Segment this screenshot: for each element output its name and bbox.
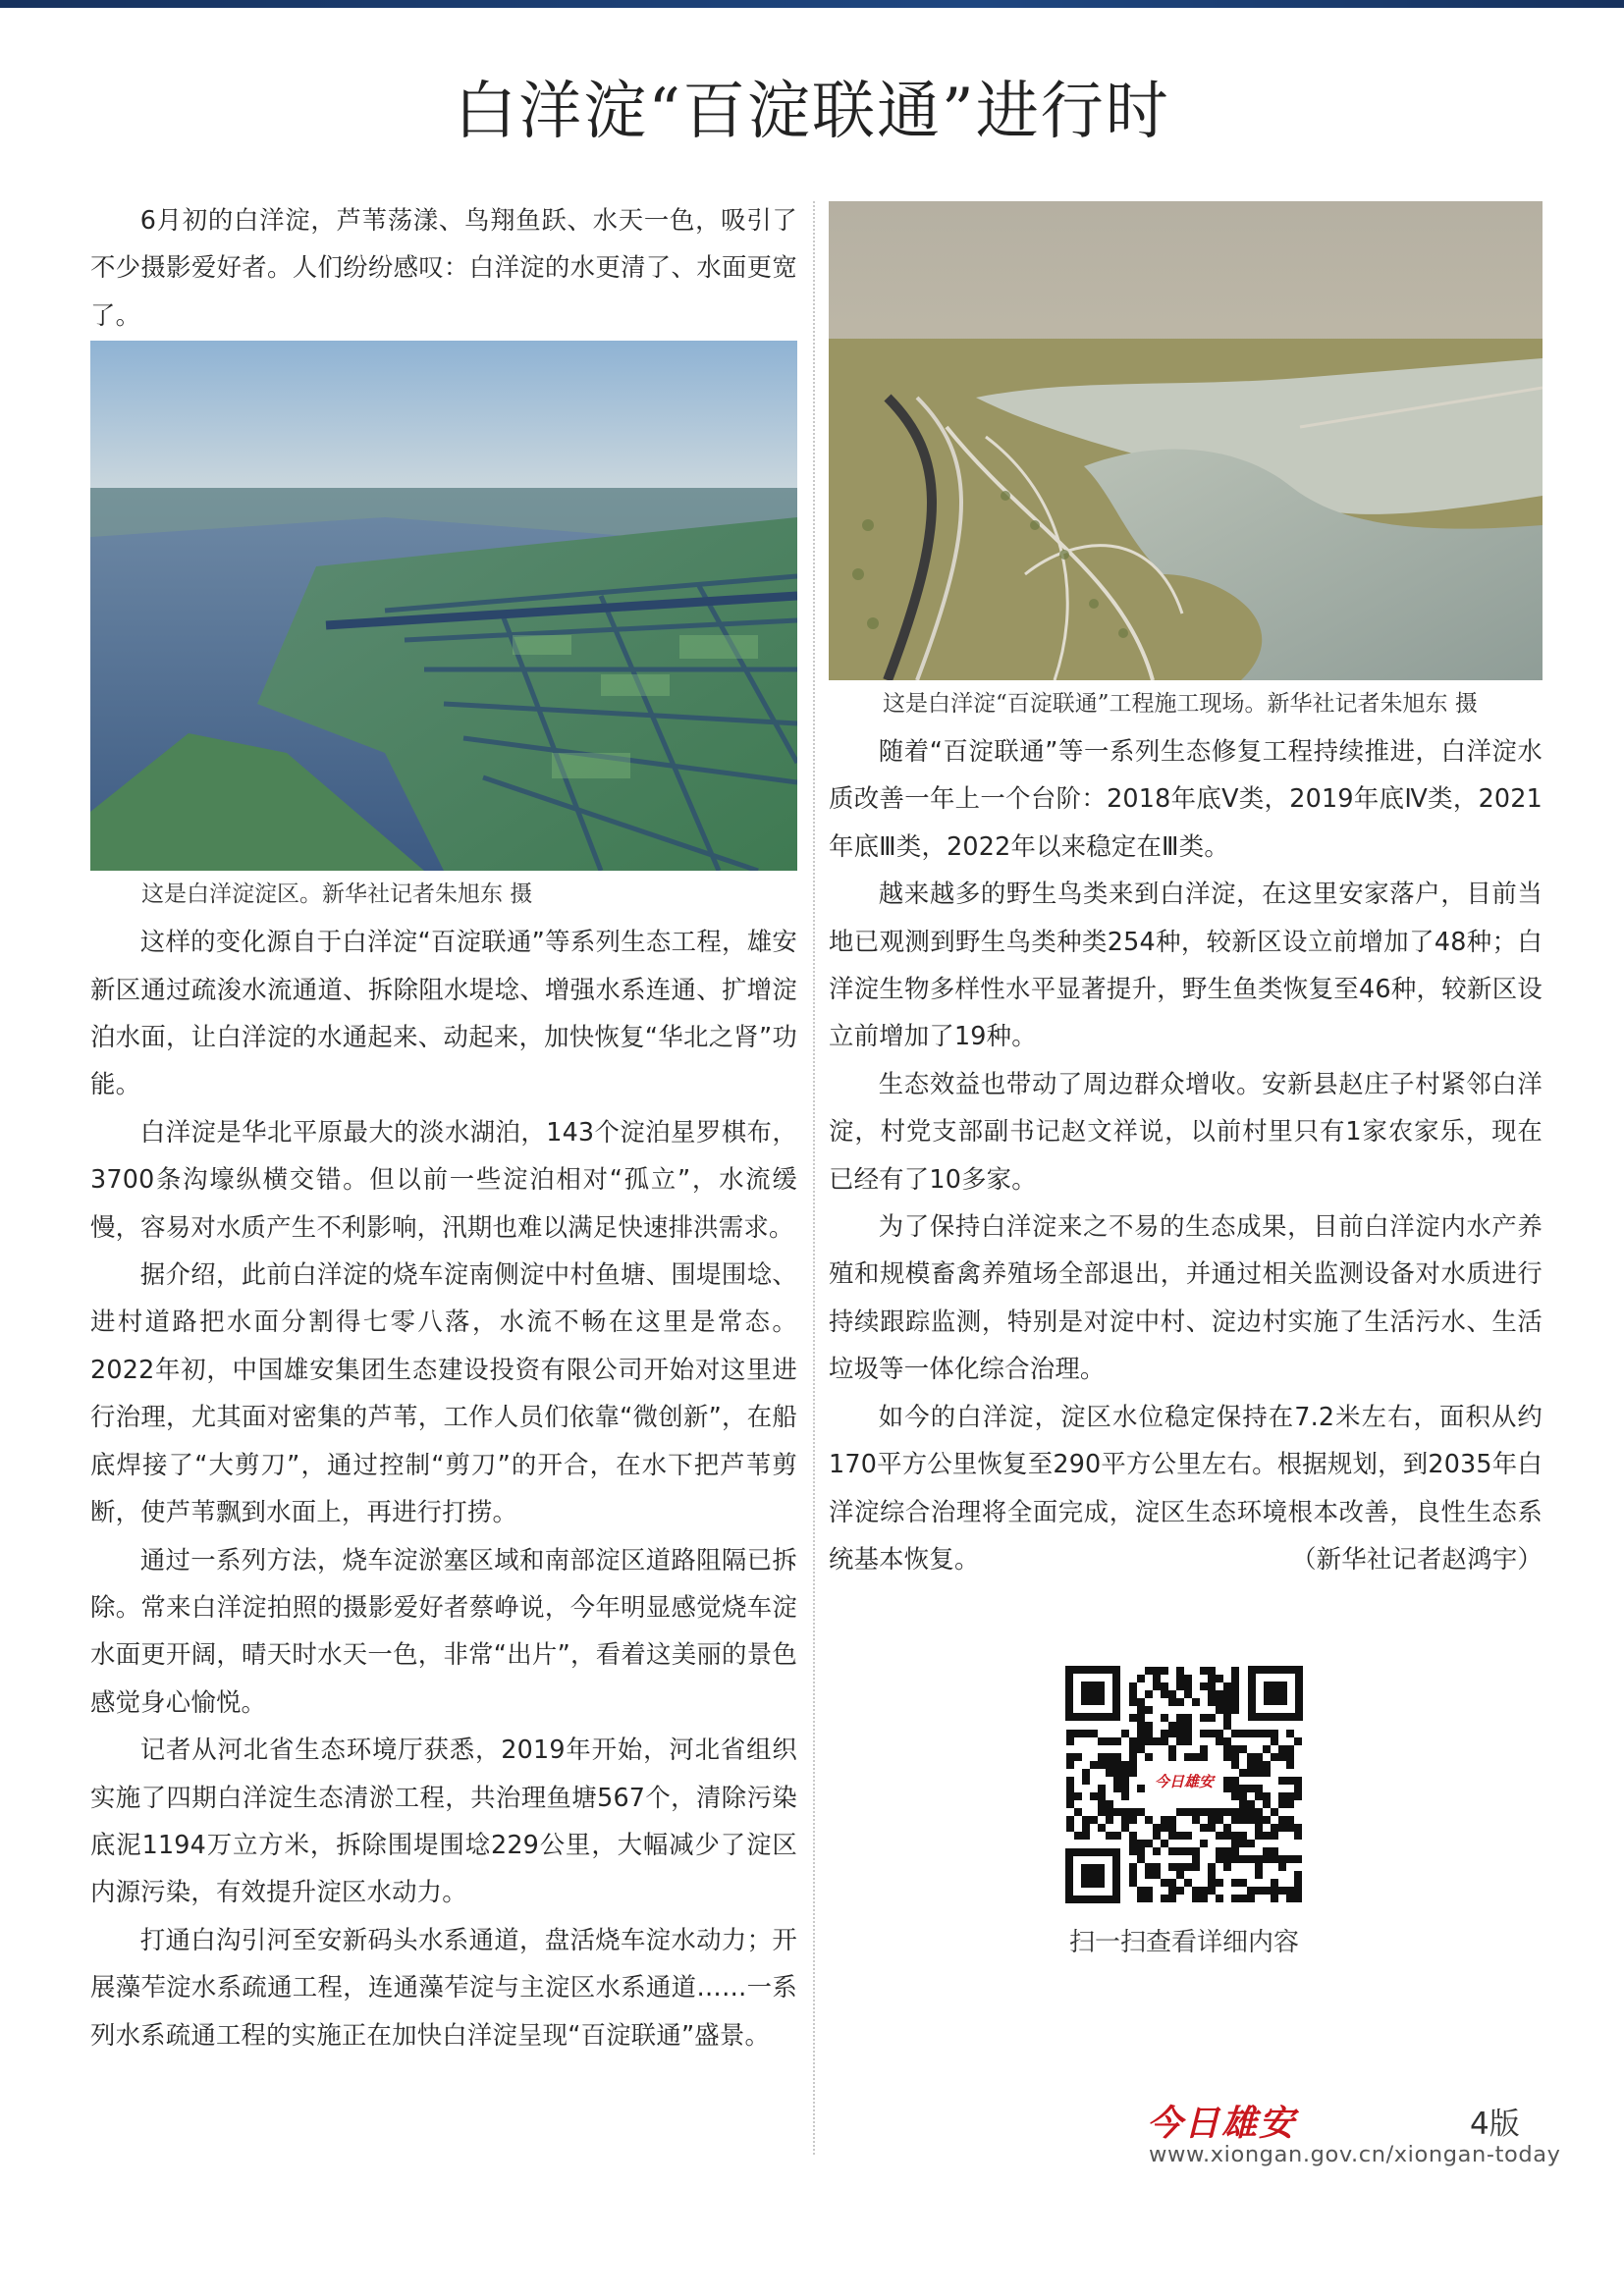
paragraph: 打通白沟引河至安新码头水系通道，盘活烧车淀水动力；开展藻苲淀水系疏通工程，连通藻苲淀与主淀区水系通道……一系列水系疏通工程的实施正在加快白洋淀呈现“百淀联通”盛景。 xyxy=(90,1924,797,2050)
qr-caption: 扫一扫查看详细内容 xyxy=(1068,1928,1299,1957)
wetland-aerial-image xyxy=(90,341,797,871)
right-photo-caption: 这是白洋淀“百淀联通”工程施工现场。新华社记者朱旭东 摄 xyxy=(883,691,1478,717)
paragraph: 白洋淀是华北平原最大的淡水湖泊，143个淀泊星罗棋布，3700条沟壕纵横交错。但以前一些淀泊相对“孤立”，水流缓慢，容易对水质产生不利影响，汛期也难以满足快速排洪需求。 xyxy=(90,1116,797,1242)
column-divider xyxy=(813,201,815,2155)
reporter-byline: （新华社记者赵鸿宇） xyxy=(1291,1543,1543,1574)
paragraph: 生态效益也带动了周边群众增收。安新县赵庄子村紧邻白洋淀，村党支部副书记赵文祥说，以前村里只有1家农家乐，现在已经有了10多家。 xyxy=(829,1068,1543,1194)
left-column xyxy=(90,196,797,2058)
paragraph: 记者从河北省生态环境厅获悉，2019年开始，河北省组织实施了四期白洋淀生态清淤工程，共治理鱼塘567个，清除污染底泥1194万立方米，拆除围堤围埝229公里，大幅减少了淀区内源污染，有效提升淀区水动力。 xyxy=(90,1735,797,1907)
publication-logo: 今日雄安 xyxy=(1147,2103,1297,2144)
qr-code[interactable] xyxy=(1065,1666,1303,1903)
footer-url-link[interactable]: www.xiongan.gov.cn/xiongan-today xyxy=(1149,2142,1561,2167)
page-number: 4版 xyxy=(1470,2107,1520,2142)
intro-paragraph: 6月初的白洋淀，芦苇荡漾、鸟翔鱼跃、水天一色，吸引了不少摄影爱好者。人们纷纷感叹：白洋淀的水更清了、水面更宽了。 xyxy=(90,205,797,330)
paragraph: 随着“百淀联通”等一系列生态修复工程持续推进，白洋淀水质改善一年上一个台阶：2018年底Ⅴ类，2019年底Ⅳ类，2021年底Ⅲ类，2022年以来稳定在Ⅲ类。 xyxy=(829,736,1543,861)
qr-center-label: 今日雄安 xyxy=(1154,1773,1215,1790)
top-accent-bar xyxy=(0,0,1624,8)
qr-code-image xyxy=(1065,1666,1303,1903)
paragraph: 这样的变化源自于白洋淀“百淀联通”等系列生态工程，雄安新区通过疏浚水流通道、拆除阻水堤埝、增强水系连通、扩增淀泊水面，让白洋淀的水通起来、动起来，加快恢复“华北之肾”功能。 xyxy=(90,927,797,1099)
closing-paragraph-text: 如今的白洋淀，淀区水位稳定保持在7.2米左右，面积从约170平方公里恢复至290平方公里左右。根据规划，到2035年白洋淀综合治理将全面完成，淀区生态环境根本改善，良性生态系统基本恢复。 xyxy=(829,1401,1543,1574)
wetland-aerial-photo xyxy=(90,341,797,871)
construction-site-photo xyxy=(829,201,1543,680)
paragraph: 为了保持白洋淀来之不易的生态成果，目前白洋淀内水产养殖和规模畜禽养殖场全部退出，并通过相关监测设备对水质进行持续跟踪监测，特别是对淀中村、淀边村实施了生活污水、生活垃圾等一体化综合治理。 xyxy=(829,1211,1543,1384)
page-title: 白洋淀“百淀联通”进行时 xyxy=(454,76,1170,148)
right-column xyxy=(829,201,1543,1582)
paragraph: 越来越多的野生鸟类来到白洋淀，在这里安家落户，目前当地已观测到野生鸟类种类254种，较新区设立前增加了48种；白洋淀生物多样性水平显著提升，野生鱼类恢复至46种，较新区设立前增加了19种。 xyxy=(829,879,1543,1051)
construction-aerial-image xyxy=(829,201,1543,680)
left-photo-caption: 这是白洋淀淀区。新华社记者朱旭东 摄 xyxy=(141,881,533,908)
paragraph: 通过一系列方法，烧车淀淤塞区域和南部淀区道路阻隔已拆除。常来白洋淀拍照的摄影爱好者蔡峥说，今年明显感觉烧车淀水面更开阔，晴天时水天一色，非常“出片”，看着这美丽的景色感觉身心愉悦。 xyxy=(90,1544,797,1717)
paragraph: 据介绍，此前白洋淀的烧车淀南侧淀中村鱼塘、围堤围埝、进村道路把水面分割得七零八落，水流不畅在这里是常态。2022年初，中国雄安集团生态建设投资有限公司开始对这里进行治理，尤其面对密集的芦苇，工作人员们依靠“微创新”，在船底焊接了“大剪刀”，通过控制“剪刀”的开合，在水下把芦苇剪断，使芦苇飘到水面上，再进行打捞。 xyxy=(90,1259,797,1527)
paragraph xyxy=(829,1393,1543,1583)
